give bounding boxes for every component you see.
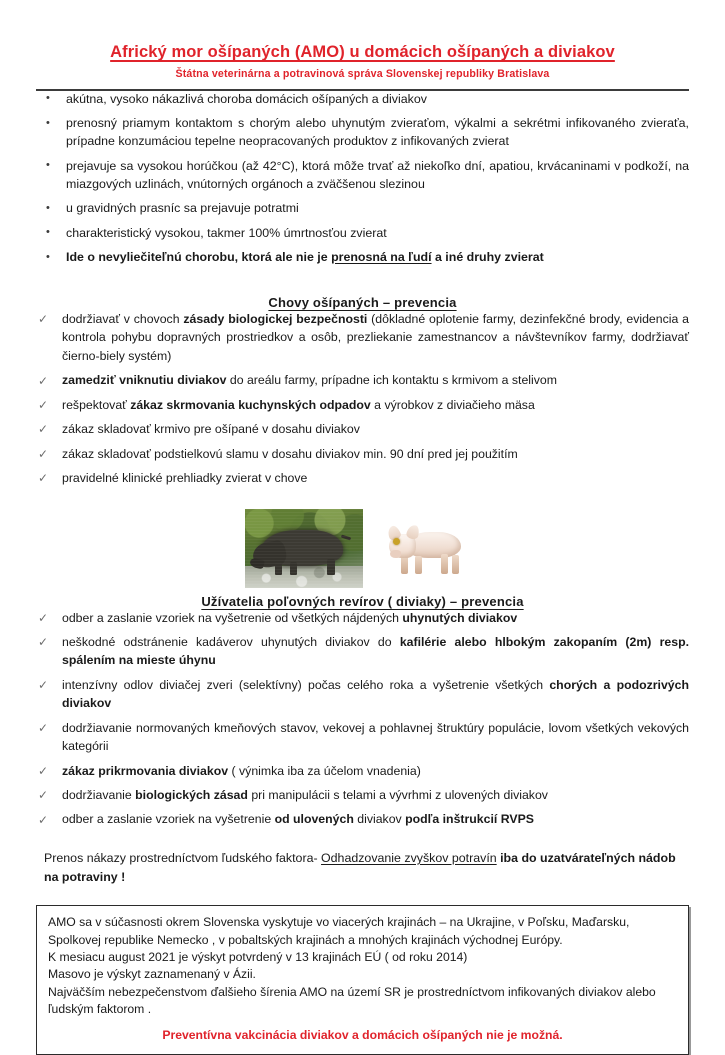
text-run: kafilérie alebo hlbokým zakopaním (2m) resp. spálením na mieste úhynu (62, 634, 689, 668)
bullet-icon: • (46, 116, 50, 129)
text-run: zásady biologickej bezpečnosti (183, 312, 368, 326)
section-heading-hunters: Užívatelia poľovných revírov ( diviaky) – prevencia (201, 593, 524, 609)
page-subtitle: Štátna veterinárna a potravinová správa Slovenskej republiky Bratislava (175, 67, 550, 80)
text-run: zákaz skladovať krmivo pre ošípané v dosahu diviakov (62, 422, 360, 437)
check-icon: ✓ (38, 788, 49, 803)
scan-grain (245, 509, 363, 588)
text-run: zákaz skladovať podstielkovú slamu v dosahu diviakov min. 90 dní pred jej použitím (62, 446, 518, 461)
text-run: zamedziť vniknutiu diviakov (62, 373, 227, 388)
text-run: a iné druhy zvierat (431, 250, 544, 265)
hunt-carcass-disposal (36, 633, 689, 670)
check-icon: ✓ (38, 720, 49, 735)
check-icon: ✓ (38, 446, 49, 461)
check-icon: ✓ (38, 471, 49, 486)
piglet-leg-rear-left (441, 554, 448, 574)
hunt-selective-culling (36, 676, 689, 713)
photo-piglet (381, 514, 481, 588)
hunt-population-structure (36, 719, 689, 756)
text-run: pravidelné klinické prehliadky zvierat v chove (62, 471, 308, 486)
check-icon: ✓ (38, 678, 49, 693)
fact-acute (36, 91, 689, 109)
page-title: Africký mor ošípaných (AMO) u domácich ošípaných a diviakov (110, 43, 615, 61)
piglet-snout (390, 550, 401, 558)
farm-biosecurity (36, 310, 689, 365)
text-run: rešpektovať (62, 397, 131, 412)
human-factor-note (36, 849, 689, 887)
photo-wild-boar (245, 509, 363, 588)
hunt-samples-hunted (36, 810, 689, 828)
text-run: (dôkladné oplotenie farmy, dezinfekčné brody, evidencia a kontrola pohybu dopravných prostriedkov a osôb, prezliekanie zamestnancov a návštevníkov farmy, dodržiavať čierno-biely systém) (62, 312, 689, 363)
fact-abortion (36, 200, 689, 218)
info-box (36, 905, 689, 1054)
text-run: u gravidných prasníc sa prejavuje potratmi (66, 201, 299, 216)
text-run: odber a zaslanie vzoriek na vyšetrenie (62, 812, 275, 827)
text-run: diviakov (353, 812, 406, 827)
farm-prevention-list (36, 310, 689, 488)
text-run: Ide o nevyliečiteľnú chorobu, ktorá ale nie je (66, 250, 332, 265)
info-box-lines (48, 914, 677, 1018)
bullet-icon: • (46, 250, 50, 263)
text-run: iba do uzatvárateľných nádob na potraviny ! (44, 850, 676, 885)
document-header (36, 0, 689, 91)
fact-incurable (36, 249, 689, 267)
check-icon: ✓ (38, 422, 49, 437)
hunt-samples-dead (36, 609, 689, 627)
text-run: a výrobkov z diviačieho mäsa (370, 397, 535, 412)
text-run: neškodné odstránenie kadáverov uhynutých diviakov do (62, 634, 400, 649)
text-run: prejavuje sa vysokou horúčkou (až 42°C), ktorá môže trvať až niekoľko dní, apatiou, krvácaninami v podkoží, na miazgových uzlinách, vnútorných orgánoch a zväčšenou slezinou (66, 158, 689, 191)
check-icon: ✓ (38, 635, 49, 650)
hunter-prevention-list (36, 609, 689, 829)
info-box-line: AMO sa v súčasnosti okrem Slovenska vyskytuje vo viacerých krajinách – na Ukrajine, v Poľsku, Maďarsku, Spolkovej republike Nemecko , v pobaltských krajinách a mnohých krajinách východnej Európy. (48, 915, 630, 947)
text-run: chorých a podozrivých diviakov (62, 677, 689, 711)
bullet-icon: • (46, 201, 50, 214)
bullet-icon: • (46, 159, 50, 172)
hunt-biosecurity-handling (36, 786, 689, 804)
text-run: dodržiavanie normovaných kmeňových stavov, vekovej a pohlavnej štruktúry populácie, lovom všetkých vekových kategórii (62, 720, 689, 754)
hunt-no-feeding (36, 762, 689, 780)
info-box-line: Najväčším nebezpečenstvom ďalšieho šírenia AMO na území SR je prostredníctvom infikovaných diviakov alebo ľudským faktorom . (48, 984, 656, 1016)
text-run: prenosný priamym kontaktom s chorým alebo uhynutým zvieraťom, výkalmi a sekrétmi infikovaného zvieraťa, prípadne konzumáciou tepelne neopracovaných produktov z infikovaných zvierat (66, 116, 689, 149)
check-icon: ✓ (38, 812, 49, 827)
text-run: do areálu farmy, prípadne ich kontaktu s krmivom a stelivom (226, 373, 557, 388)
fact-fever (36, 158, 689, 194)
farm-kitchen-waste (36, 396, 689, 414)
text-run: intenzívny odlov diviačej zveri (selektívny) počas celého roka a vyšetrenie všetkých (62, 677, 550, 692)
text-run: charakteristický vysokou, takmer 100% úmrtnosťou zvierat (66, 225, 387, 240)
bullet-icon: • (46, 226, 50, 239)
text-run: od ulovených (274, 812, 354, 827)
photo-row (36, 504, 689, 588)
text-run: podľa inštrukcií RVPS (405, 812, 534, 827)
section-heading-farms: Chovy ošípaných – prevencia (268, 295, 457, 310)
piglet-eye (393, 538, 400, 545)
check-icon: ✓ (38, 312, 49, 327)
text-run: Prenos nákazy prostredníctvom ľudského faktora- (44, 850, 322, 865)
text-run: akútna, vysoko nákazlivá choroba domácich ošípaných a diviakov (66, 91, 427, 106)
info-box-line: K mesiacu august 2021 je výskyt potvrdený v 13 krajinách EÚ ( od roku 2014) (48, 949, 468, 964)
text-run: dodržiavať v chovoch (62, 312, 184, 326)
farm-clinical-checks (36, 469, 689, 487)
text-run: dodržiavanie (62, 788, 136, 802)
check-icon: ✓ (38, 763, 49, 778)
text-run: prenosná na ľudí (331, 250, 432, 265)
piglet-leg-front-right (415, 556, 422, 574)
farm-feed-storage (36, 420, 689, 438)
text-run: pri manipulácii s telami a vývrhmi z ulovených diviakov (247, 788, 548, 802)
info-box-line: Masovo je výskyt zaznamenaný v Ázii. (48, 967, 256, 982)
text-run: Odhadzovanie zvyškov potravín (321, 850, 497, 865)
vaccination-warning: Preventívna vakcinácia diviakov a domácich ošípaných nie je možná. (162, 1028, 563, 1043)
fact-transmission (36, 115, 689, 151)
text-run: ( výnimka iba za účelom vnadenia) (228, 763, 421, 778)
fact-mortality (36, 225, 689, 243)
text-run: zákaz prikrmovania diviakov (62, 763, 229, 778)
bullet-icon: • (46, 92, 50, 105)
farm-prevent-entry (36, 371, 689, 389)
farm-straw-storage (36, 445, 689, 463)
disease-facts-list (36, 91, 689, 267)
piglet-leg-rear-right (452, 555, 459, 574)
check-icon: ✓ (38, 373, 49, 388)
check-icon: ✓ (38, 397, 49, 412)
text-run: zákaz skrmovania kuchynských odpadov (130, 397, 371, 412)
check-icon: ✓ (38, 610, 49, 625)
text-run: odber a zaslanie vzoriek na vyšetrenie od všetkých nájdených (62, 610, 403, 625)
text-run: uhynutých diviakov (402, 610, 518, 625)
text-run: biologických zásad (135, 788, 248, 802)
